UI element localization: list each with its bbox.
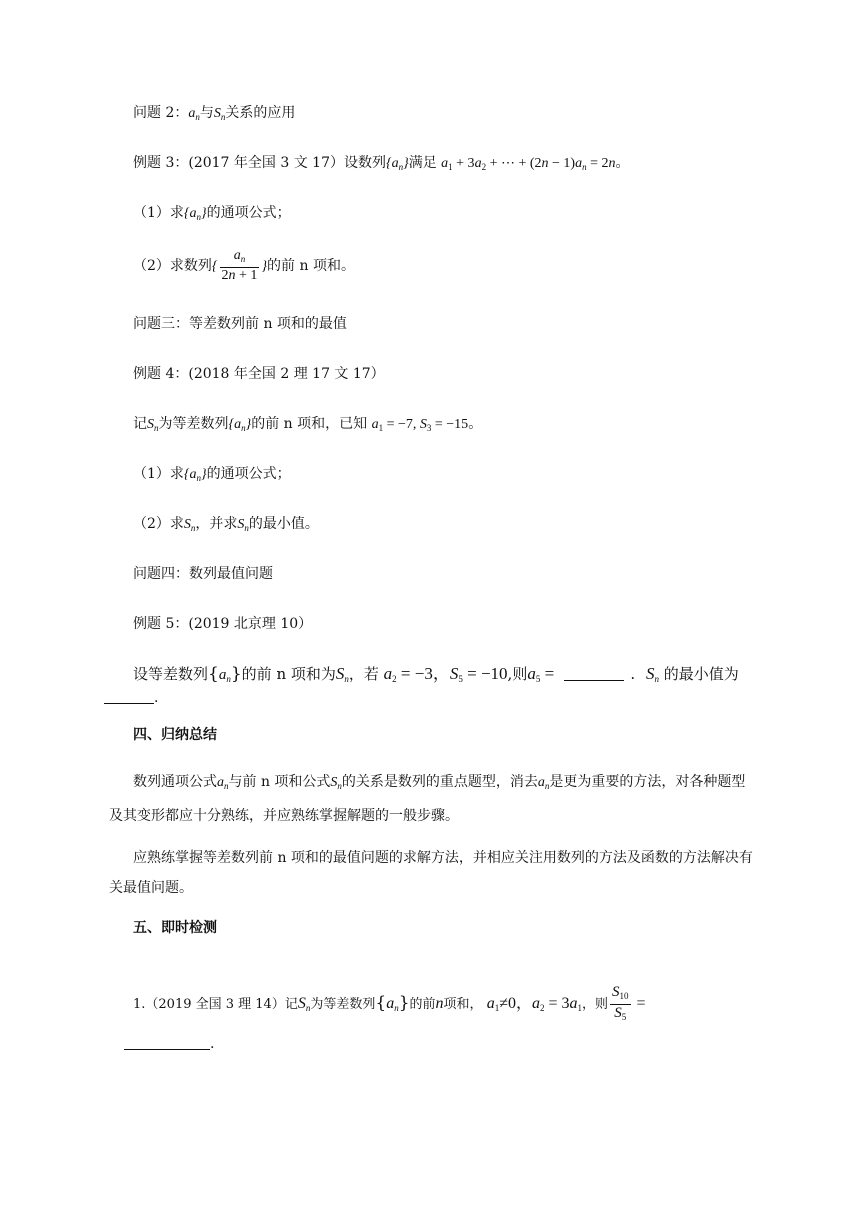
- problem4-title: 问题四：数列最值问题: [133, 566, 273, 582]
- problem3-title: 问题三：等差数列前 n 项和的最值: [133, 316, 347, 332]
- example5-statement: 设等差数列$\{a_n\}$的前 n 项和为$S_n$，若 $a_2 = -3$，$S_5 = -10$,则$a_5$ = . $S_n$ 的最小值为: [133, 664, 739, 684]
- question1-tail: .: [124, 1034, 214, 1054]
- example3-question2: （2）求数列{ $\frac{a_n}{2n + 1}$ }的前 n 项和。: [133, 248, 355, 283]
- section4-title: 四、归纳总结: [133, 727, 217, 743]
- summary-paragraph-2: 应熟练掌握等差数列前 n 项和的最值问题的求解方法，并相应关注用数列的方法及函数的方法解决有关最值问题。: [109, 850, 753, 896]
- example4-question1: （1）求$\{a_n\}$的通项公式；: [133, 466, 291, 483]
- example4-title: 例题 4：(2018 年全国 2 理 17 文 17）: [133, 366, 385, 382]
- question1-statement: 1.（2019 全国 3 理 14）记$S_n$为等差数列$\{a_n\}$的前n项和， $a_1\ne 0$，$a_2 = 3a_1$，则 $\frac{S_{10}}{S_5}$ =: [133, 984, 646, 1025]
- example5-title: 例题 5：(2019 北京理 10）: [133, 616, 313, 632]
- summary-paragraph-1: 数列通项公式$a_n$与前 n 项和公式$S_n$的关系是数列的重点题型，消去$a_n$是更为重要的方法，对各种题型及其变形都应十分熟练，并应熟练掌握解题的一般步骤。: [109, 774, 746, 824]
- answer-blank-q1[interactable]: [124, 1035, 210, 1050]
- example4-question2: （2）求$S_n$，并求$S_n$的最小值。: [133, 516, 319, 533]
- fraction-an-over-2n1: $\frac{a_n}{2n + 1}$: [221, 248, 258, 283]
- example4-statement: 记$S_n$为等差数列$\{a_n\}$的前 n 项和，已知 $a_1 = -7$, $S_3 = -15$。: [133, 416, 483, 433]
- fraction-s10-over-s5: $\frac{S_{10}}{S_5}$: [612, 984, 629, 1022]
- example3-question1: （1）求$\{a_n\}$的通项公式；: [133, 205, 291, 222]
- answer-blank-sn-min[interactable]: [104, 689, 154, 704]
- problem2-title: 问题 2：$a_n$与$S_n$关系的应用: [133, 105, 296, 122]
- section5-title: 五、即时检测: [133, 920, 217, 936]
- answer-blank-a5[interactable]: [564, 666, 624, 681]
- example3-statement: 例题 3：(2017 年全国 3 文 17）设数列$\{a_n\}$满足 $a_1 + 3a_2$ + ⋯ + $(2n - 1)a_n = 2n$。: [133, 155, 630, 172]
- example5-statement-tail: .: [104, 688, 158, 708]
